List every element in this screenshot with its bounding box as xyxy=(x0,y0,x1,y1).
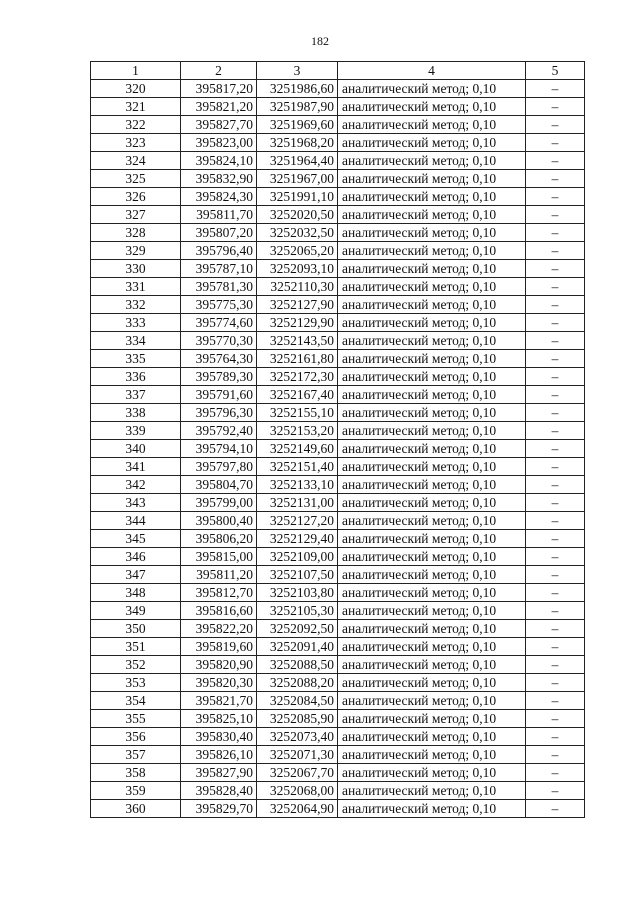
x-coordinate-cell: 395811,70 xyxy=(181,206,257,224)
y-coordinate-cell: 3252064,90 xyxy=(257,800,338,818)
x-coordinate-cell: 395824,10 xyxy=(181,152,257,170)
point-number-cell: 328 xyxy=(91,224,181,242)
note-cell: – xyxy=(526,548,585,566)
table-row xyxy=(91,422,585,440)
table-row xyxy=(91,224,585,242)
point-number-cell: 356 xyxy=(91,728,181,746)
y-coordinate-cell: 3252133,10 xyxy=(257,476,338,494)
table-row xyxy=(91,170,585,188)
method-accuracy-cell: аналитический метод; 0,10 xyxy=(338,350,526,368)
table-row xyxy=(91,260,585,278)
point-number-cell: 327 xyxy=(91,206,181,224)
note-cell: – xyxy=(526,692,585,710)
y-coordinate-cell: 3252032,50 xyxy=(257,224,338,242)
method-accuracy-cell: аналитический метод; 0,10 xyxy=(338,620,526,638)
y-coordinate-cell: 3252127,20 xyxy=(257,512,338,530)
y-coordinate-cell: 3251967,00 xyxy=(257,170,338,188)
point-number-cell: 360 xyxy=(91,800,181,818)
method-accuracy-cell: аналитический метод; 0,10 xyxy=(338,476,526,494)
x-coordinate-cell: 395821,20 xyxy=(181,98,257,116)
y-coordinate-cell: 3252109,00 xyxy=(257,548,338,566)
method-accuracy-cell: аналитический метод; 0,10 xyxy=(338,800,526,818)
x-coordinate-cell: 395827,70 xyxy=(181,116,257,134)
y-coordinate-cell: 3252151,40 xyxy=(257,458,338,476)
note-cell: – xyxy=(526,386,585,404)
note-cell: – xyxy=(526,368,585,386)
x-coordinate-cell: 395811,20 xyxy=(181,566,257,584)
x-coordinate-cell: 395812,70 xyxy=(181,584,257,602)
note-cell: – xyxy=(526,422,585,440)
method-accuracy-cell: аналитический метод; 0,10 xyxy=(338,746,526,764)
x-coordinate-cell: 395797,80 xyxy=(181,458,257,476)
x-coordinate-cell: 395774,60 xyxy=(181,314,257,332)
method-accuracy-cell: аналитический метод; 0,10 xyxy=(338,278,526,296)
table-row xyxy=(91,458,585,476)
x-coordinate-cell: 395815,00 xyxy=(181,548,257,566)
table-row xyxy=(91,116,585,134)
point-number-cell: 358 xyxy=(91,764,181,782)
method-accuracy-cell: аналитический метод; 0,10 xyxy=(338,116,526,134)
note-cell: – xyxy=(526,764,585,782)
note-cell: – xyxy=(526,710,585,728)
table-row xyxy=(91,728,585,746)
y-coordinate-cell: 3252065,20 xyxy=(257,242,338,260)
method-accuracy-cell: аналитический метод; 0,10 xyxy=(338,206,526,224)
note-cell: – xyxy=(526,620,585,638)
note-cell: – xyxy=(526,674,585,692)
y-coordinate-cell: 3251969,60 xyxy=(257,116,338,134)
point-number-cell: 349 xyxy=(91,602,181,620)
y-coordinate-cell: 3252153,20 xyxy=(257,422,338,440)
method-accuracy-cell: аналитический метод; 0,10 xyxy=(338,674,526,692)
point-number-cell: 348 xyxy=(91,584,181,602)
method-accuracy-cell: аналитический метод; 0,10 xyxy=(338,314,526,332)
note-cell: – xyxy=(526,566,585,584)
x-coordinate-cell: 395794,10 xyxy=(181,440,257,458)
method-accuracy-cell: аналитический метод; 0,10 xyxy=(338,386,526,404)
x-coordinate-cell: 395807,20 xyxy=(181,224,257,242)
x-coordinate-cell: 395806,20 xyxy=(181,530,257,548)
table-row xyxy=(91,782,585,800)
y-coordinate-cell: 3252131,00 xyxy=(257,494,338,512)
method-accuracy-cell: аналитический метод; 0,10 xyxy=(338,440,526,458)
method-accuracy-cell: аналитический метод; 0,10 xyxy=(338,422,526,440)
table-row xyxy=(91,800,585,818)
method-accuracy-cell: аналитический метод; 0,10 xyxy=(338,494,526,512)
y-coordinate-cell: 3252084,50 xyxy=(257,692,338,710)
point-number-cell: 341 xyxy=(91,458,181,476)
method-accuracy-cell: аналитический метод; 0,10 xyxy=(338,530,526,548)
note-cell: – xyxy=(526,116,585,134)
table-row xyxy=(91,296,585,314)
point-number-cell: 333 xyxy=(91,314,181,332)
x-coordinate-cell: 395796,30 xyxy=(181,404,257,422)
table-row xyxy=(91,404,585,422)
note-cell: – xyxy=(526,98,585,116)
note-cell: – xyxy=(526,206,585,224)
note-cell: – xyxy=(526,224,585,242)
method-accuracy-cell: аналитический метод; 0,10 xyxy=(338,566,526,584)
table-row xyxy=(91,98,585,116)
x-coordinate-cell: 395796,40 xyxy=(181,242,257,260)
x-coordinate-cell: 395787,10 xyxy=(181,260,257,278)
y-coordinate-cell: 3252088,50 xyxy=(257,656,338,674)
table-row xyxy=(91,656,585,674)
note-cell: – xyxy=(526,638,585,656)
note-cell: – xyxy=(526,512,585,530)
method-accuracy-cell: аналитический метод; 0,10 xyxy=(338,710,526,728)
table-row xyxy=(91,530,585,548)
y-coordinate-cell: 3252103,80 xyxy=(257,584,338,602)
x-coordinate-cell: 395799,00 xyxy=(181,494,257,512)
method-accuracy-cell: аналитический метод; 0,10 xyxy=(338,242,526,260)
y-coordinate-cell: 3252155,10 xyxy=(257,404,338,422)
note-cell: – xyxy=(526,800,585,818)
method-accuracy-cell: аналитический метод; 0,10 xyxy=(338,152,526,170)
note-cell: – xyxy=(526,476,585,494)
method-accuracy-cell: аналитический метод; 0,10 xyxy=(338,260,526,278)
table-row xyxy=(91,512,585,530)
table-row xyxy=(91,134,585,152)
point-number-cell: 330 xyxy=(91,260,181,278)
table-row xyxy=(91,206,585,224)
table-row xyxy=(91,710,585,728)
table-row xyxy=(91,620,585,638)
point-number-cell: 323 xyxy=(91,134,181,152)
method-accuracy-cell: аналитический метод; 0,10 xyxy=(338,332,526,350)
y-coordinate-cell: 3252093,10 xyxy=(257,260,338,278)
y-coordinate-cell: 3252143,50 xyxy=(257,332,338,350)
point-number-cell: 324 xyxy=(91,152,181,170)
y-coordinate-cell: 3251964,40 xyxy=(257,152,338,170)
note-cell: – xyxy=(526,332,585,350)
note-cell: – xyxy=(526,602,585,620)
y-coordinate-cell: 3252127,90 xyxy=(257,296,338,314)
column-header-1: 1 xyxy=(91,62,181,80)
method-accuracy-cell: аналитический метод; 0,10 xyxy=(338,602,526,620)
method-accuracy-cell: аналитический метод; 0,10 xyxy=(338,548,526,566)
method-accuracy-cell: аналитический метод; 0,10 xyxy=(338,692,526,710)
method-accuracy-cell: аналитический метод; 0,10 xyxy=(338,170,526,188)
x-coordinate-cell: 395823,00 xyxy=(181,134,257,152)
x-coordinate-cell: 395829,70 xyxy=(181,800,257,818)
x-coordinate-cell: 395775,30 xyxy=(181,296,257,314)
x-coordinate-cell: 395832,90 xyxy=(181,170,257,188)
point-number-cell: 347 xyxy=(91,566,181,584)
y-coordinate-cell: 3252091,40 xyxy=(257,638,338,656)
point-number-cell: 325 xyxy=(91,170,181,188)
x-coordinate-cell: 395791,60 xyxy=(181,386,257,404)
y-coordinate-cell: 3252110,30 xyxy=(257,278,338,296)
point-number-cell: 359 xyxy=(91,782,181,800)
table-body xyxy=(91,80,585,818)
point-number-cell: 334 xyxy=(91,332,181,350)
note-cell: – xyxy=(526,458,585,476)
method-accuracy-cell: аналитический метод; 0,10 xyxy=(338,224,526,242)
y-coordinate-cell: 3252068,00 xyxy=(257,782,338,800)
x-coordinate-cell: 395789,30 xyxy=(181,368,257,386)
y-coordinate-cell: 3252071,30 xyxy=(257,746,338,764)
x-coordinate-cell: 395781,30 xyxy=(181,278,257,296)
method-accuracy-cell: аналитический метод; 0,10 xyxy=(338,188,526,206)
method-accuracy-cell: аналитический метод; 0,10 xyxy=(338,368,526,386)
point-number-cell: 332 xyxy=(91,296,181,314)
coordinates-table xyxy=(90,61,585,818)
note-cell: – xyxy=(526,260,585,278)
point-number-cell: 339 xyxy=(91,422,181,440)
y-coordinate-cell: 3251968,20 xyxy=(257,134,338,152)
x-coordinate-cell: 395764,30 xyxy=(181,350,257,368)
x-coordinate-cell: 395820,90 xyxy=(181,656,257,674)
table-row xyxy=(91,80,585,98)
point-number-cell: 322 xyxy=(91,116,181,134)
y-coordinate-cell: 3252073,40 xyxy=(257,728,338,746)
point-number-cell: 350 xyxy=(91,620,181,638)
method-accuracy-cell: аналитический метод; 0,10 xyxy=(338,656,526,674)
method-accuracy-cell: аналитический метод; 0,10 xyxy=(338,638,526,656)
y-coordinate-cell: 3252105,30 xyxy=(257,602,338,620)
note-cell: – xyxy=(526,440,585,458)
table-row xyxy=(91,476,585,494)
table-row xyxy=(91,152,585,170)
point-number-cell: 343 xyxy=(91,494,181,512)
note-cell: – xyxy=(526,152,585,170)
method-accuracy-cell: аналитический метод; 0,10 xyxy=(338,584,526,602)
table-row xyxy=(91,368,585,386)
method-accuracy-cell: аналитический метод; 0,10 xyxy=(338,782,526,800)
note-cell: – xyxy=(526,656,585,674)
point-number-cell: 353 xyxy=(91,674,181,692)
y-coordinate-cell: 3252161,80 xyxy=(257,350,338,368)
point-number-cell: 336 xyxy=(91,368,181,386)
table-row xyxy=(91,242,585,260)
point-number-cell: 335 xyxy=(91,350,181,368)
note-cell: – xyxy=(526,188,585,206)
note-cell: – xyxy=(526,728,585,746)
point-number-cell: 329 xyxy=(91,242,181,260)
y-coordinate-cell: 3252067,70 xyxy=(257,764,338,782)
note-cell: – xyxy=(526,242,585,260)
y-coordinate-cell: 3252085,90 xyxy=(257,710,338,728)
point-number-cell: 331 xyxy=(91,278,181,296)
column-header-5: 5 xyxy=(526,62,585,80)
note-cell: – xyxy=(526,494,585,512)
y-coordinate-cell: 3252088,20 xyxy=(257,674,338,692)
note-cell: – xyxy=(526,296,585,314)
table-row xyxy=(91,638,585,656)
table-row xyxy=(91,440,585,458)
point-number-cell: 346 xyxy=(91,548,181,566)
table-row xyxy=(91,746,585,764)
table-row xyxy=(91,548,585,566)
point-number-cell: 338 xyxy=(91,404,181,422)
method-accuracy-cell: аналитический метод; 0,10 xyxy=(338,296,526,314)
point-number-cell: 337 xyxy=(91,386,181,404)
point-number-cell: 326 xyxy=(91,188,181,206)
method-accuracy-cell: аналитический метод; 0,10 xyxy=(338,764,526,782)
table-row xyxy=(91,386,585,404)
table-row xyxy=(91,494,585,512)
point-number-cell: 355 xyxy=(91,710,181,728)
x-coordinate-cell: 395821,70 xyxy=(181,692,257,710)
x-coordinate-cell: 395824,30 xyxy=(181,188,257,206)
table-row xyxy=(91,278,585,296)
x-coordinate-cell: 395792,40 xyxy=(181,422,257,440)
point-number-cell: 342 xyxy=(91,476,181,494)
table-row xyxy=(91,566,585,584)
method-accuracy-cell: аналитический метод; 0,10 xyxy=(338,458,526,476)
y-coordinate-cell: 3252129,90 xyxy=(257,314,338,332)
method-accuracy-cell: аналитический метод; 0,10 xyxy=(338,80,526,98)
x-coordinate-cell: 395827,90 xyxy=(181,764,257,782)
x-coordinate-cell: 395817,20 xyxy=(181,80,257,98)
note-cell: – xyxy=(526,404,585,422)
y-coordinate-cell: 3252020,50 xyxy=(257,206,338,224)
table-row xyxy=(91,314,585,332)
table-row xyxy=(91,692,585,710)
x-coordinate-cell: 395826,10 xyxy=(181,746,257,764)
note-cell: – xyxy=(526,278,585,296)
note-cell: – xyxy=(526,350,585,368)
note-cell: – xyxy=(526,314,585,332)
x-coordinate-cell: 395816,60 xyxy=(181,602,257,620)
method-accuracy-cell: аналитический метод; 0,10 xyxy=(338,134,526,152)
point-number-cell: 351 xyxy=(91,638,181,656)
y-coordinate-cell: 3252167,40 xyxy=(257,386,338,404)
y-coordinate-cell: 3252172,30 xyxy=(257,368,338,386)
x-coordinate-cell: 395819,60 xyxy=(181,638,257,656)
method-accuracy-cell: аналитический метод; 0,10 xyxy=(338,404,526,422)
table-row xyxy=(91,188,585,206)
note-cell: – xyxy=(526,134,585,152)
x-coordinate-cell: 395820,30 xyxy=(181,674,257,692)
note-cell: – xyxy=(526,584,585,602)
x-coordinate-cell: 395800,40 xyxy=(181,512,257,530)
note-cell: – xyxy=(526,80,585,98)
table-row xyxy=(91,350,585,368)
point-number-cell: 354 xyxy=(91,692,181,710)
column-header-3: 3 xyxy=(257,62,338,80)
y-coordinate-cell: 3252149,60 xyxy=(257,440,338,458)
point-number-cell: 352 xyxy=(91,656,181,674)
method-accuracy-cell: аналитический метод; 0,10 xyxy=(338,512,526,530)
point-number-cell: 344 xyxy=(91,512,181,530)
method-accuracy-cell: аналитический метод; 0,10 xyxy=(338,728,526,746)
y-coordinate-cell: 3251986,60 xyxy=(257,80,338,98)
x-coordinate-cell: 395770,30 xyxy=(181,332,257,350)
point-number-cell: 345 xyxy=(91,530,181,548)
table-header-row xyxy=(91,62,585,80)
column-header-2: 2 xyxy=(181,62,257,80)
x-coordinate-cell: 395828,40 xyxy=(181,782,257,800)
note-cell: – xyxy=(526,530,585,548)
note-cell: – xyxy=(526,170,585,188)
x-coordinate-cell: 395830,40 xyxy=(181,728,257,746)
column-header-4: 4 xyxy=(338,62,526,80)
table-row xyxy=(91,674,585,692)
table-row xyxy=(91,584,585,602)
table-row xyxy=(91,332,585,350)
method-accuracy-cell: аналитический метод; 0,10 xyxy=(338,98,526,116)
x-coordinate-cell: 395804,70 xyxy=(181,476,257,494)
note-cell: – xyxy=(526,746,585,764)
point-number-cell: 340 xyxy=(91,440,181,458)
page-number: 182 xyxy=(311,34,329,48)
x-coordinate-cell: 395825,10 xyxy=(181,710,257,728)
y-coordinate-cell: 3251991,10 xyxy=(257,188,338,206)
point-number-cell: 320 xyxy=(91,80,181,98)
y-coordinate-cell: 3252107,50 xyxy=(257,566,338,584)
y-coordinate-cell: 3252129,40 xyxy=(257,530,338,548)
table-row xyxy=(91,764,585,782)
y-coordinate-cell: 3251987,90 xyxy=(257,98,338,116)
y-coordinate-cell: 3252092,50 xyxy=(257,620,338,638)
point-number-cell: 321 xyxy=(91,98,181,116)
x-coordinate-cell: 395822,20 xyxy=(181,620,257,638)
note-cell: – xyxy=(526,782,585,800)
point-number-cell: 357 xyxy=(91,746,181,764)
table-row xyxy=(91,602,585,620)
